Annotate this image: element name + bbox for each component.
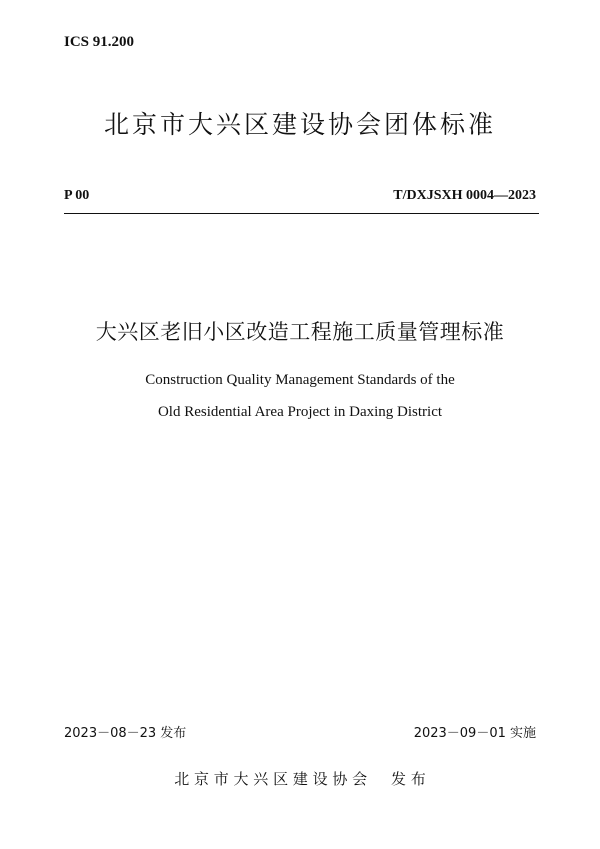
- standard-number: T/DXJSXH 0004—2023: [393, 188, 536, 203]
- issue-date: 2023－08－23 发布: [64, 726, 187, 741]
- classification-code: P 00: [64, 188, 90, 203]
- implementation-date: 2023－09－01 实施: [413, 726, 536, 741]
- document-title-en-line2: Old Residential Area Project in Daxing District: [157, 404, 443, 420]
- header-divider: [64, 213, 539, 214]
- document-title-en-line1: Construction Quality Management Standards of the: [145, 372, 455, 388]
- document-title-cn: 大兴区老旧小区改造工程施工质量管理标准: [95, 320, 505, 344]
- organization-title: 北京市大兴区建设协会团体标准: [103, 110, 496, 139]
- ics-code: ICS 91.200: [64, 34, 135, 50]
- publisher: 北 京 市 大 兴 区 建 设 协 会 发 布: [174, 770, 426, 788]
